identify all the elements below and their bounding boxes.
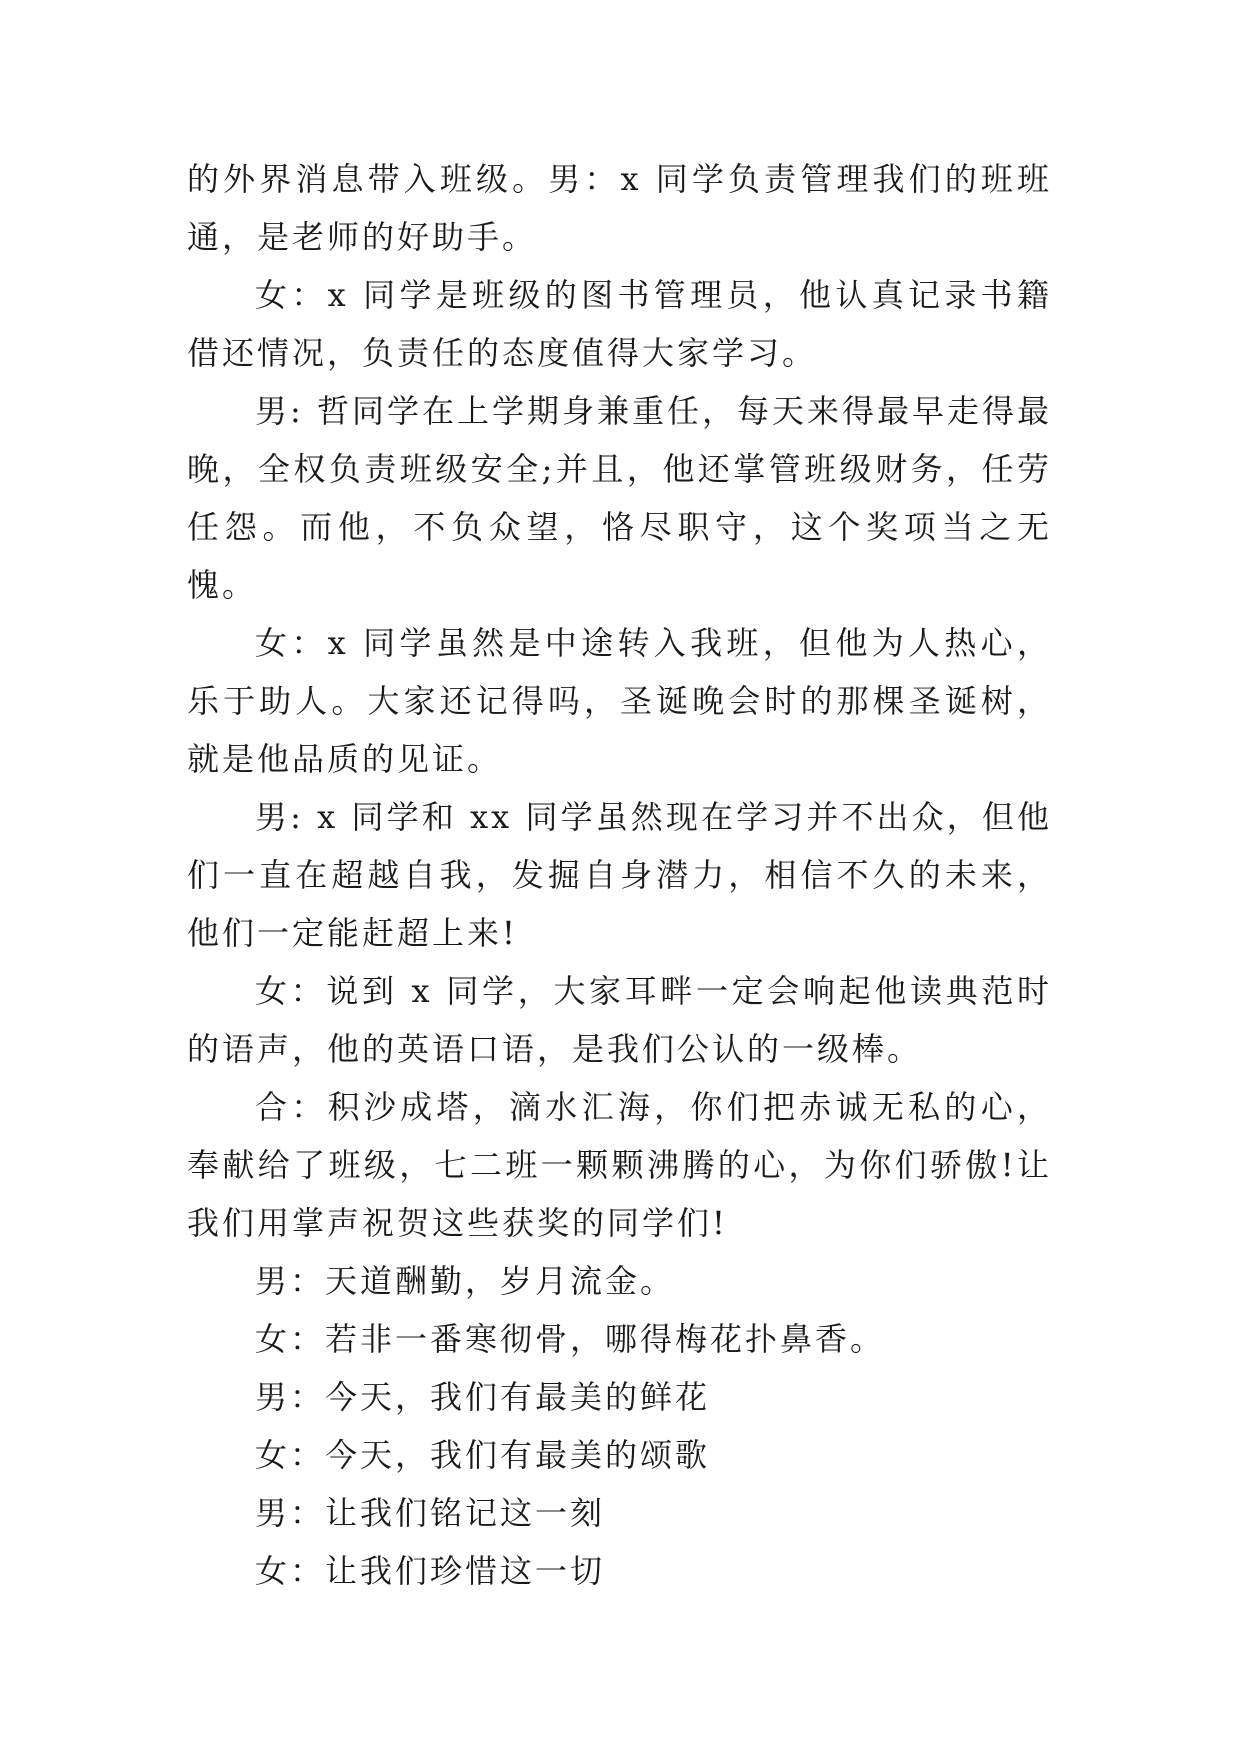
- paragraph-3: 男: 哲同学在上学期身兼重任，每天来得最早走得最晚，全权负责班级安全;并且，他还掌管班级财务，任劳任怨。而他，不负众望，恪尽职守，这个奖项当之无愧。: [187, 392, 1052, 604]
- paragraph-12: 男：让我们铭记这一刻: [255, 1494, 606, 1532]
- paragraph-5: 男: x 同学和 xx 同学虽然现在学习并不出众，但他们一直在超越自我，发掘自身潜力，相信不久的未来，他们一定能赶超上来!: [187, 798, 1052, 952]
- paragraph-13: 女：让我们珍惜这一切: [255, 1552, 606, 1590]
- paragraph-9: 女：若非一番寒彻骨，哪得梅花扑鼻香。: [255, 1320, 886, 1358]
- paragraph-11: 女：今天，我们有最美的颂歌: [255, 1436, 711, 1474]
- paragraph-2: 女：x 同学是班级的图书管理员，他认真记录书籍借还情况，负责任的态度值得大家学习。: [187, 276, 1052, 372]
- paragraph-10: 男：今天，我们有最美的鲜花: [255, 1378, 711, 1416]
- paragraph-6: 女：说到 x 同学，大家耳畔一定会响起他读典范时的语声，他的英语口语，是我们公认的一级棒。: [187, 972, 1052, 1068]
- document-body: [187, 150, 1052, 1600]
- paragraph-1: 的外界消息带入班级。男：x 同学负责管理我们的班班通，是老师的好助手。: [187, 160, 1052, 256]
- paragraph-4: 女：x 同学虽然是中途转入我班，但他为人热心，乐于助人。大家还记得吗，圣诞晚会时的那棵圣诞树，就是他品质的见证。: [187, 624, 1052, 778]
- paragraph-8: 男：天道酬勤，岁月流金。: [255, 1262, 676, 1300]
- paragraph-7: 合：积沙成塔，滴水汇海，你们把赤诚无私的心，奉献给了班级，七二班一颗颗沸腾的心，为你们骄傲!让我们用掌声祝贺这些获奖的同学们!: [187, 1088, 1052, 1242]
